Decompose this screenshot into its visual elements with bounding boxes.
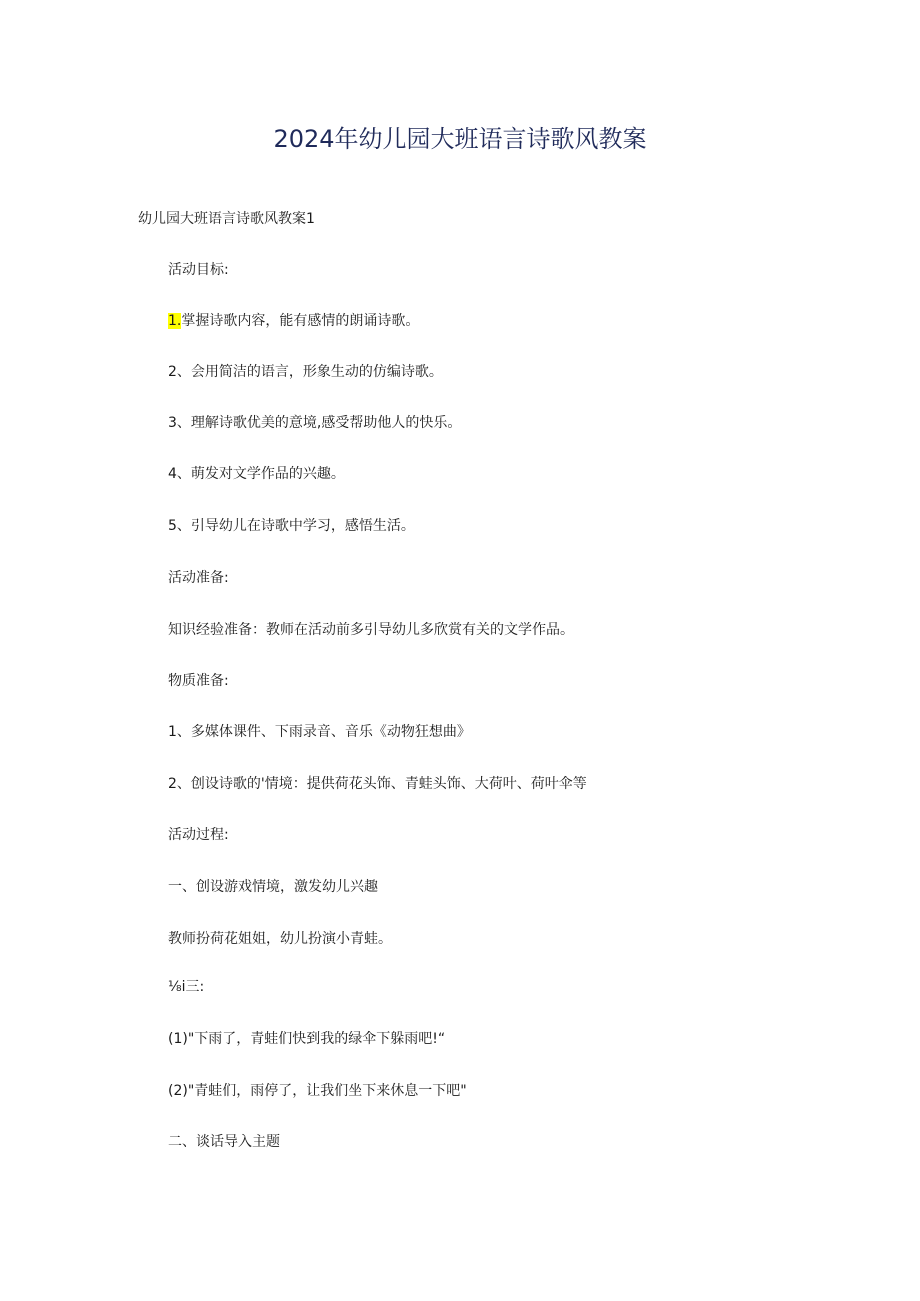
document-title: 2024年幼儿园大班语言诗歌风教案 (273, 125, 647, 153)
material-heading: 物质准备: (168, 673, 229, 689)
highlighted-number: 1. (168, 313, 182, 329)
step-1-heading: 一、创设游戏情境，激发幼儿兴趣 (168, 879, 378, 895)
step-1-description: 教师扮荷花姐姐，幼儿扮演小青蛙。 (168, 931, 392, 947)
goal-item-4: 4、萌发对文学作品的兴趣。 (168, 466, 345, 482)
quote-1: (1)"下雨了，青蛙们快到我的绿伞下躲雨吧!“ (168, 1031, 446, 1047)
goal-item-3: 3、理解诗歌优美的意境,感受帮助他人的快乐。 (168, 415, 462, 431)
goal-item-1-text: 掌握诗歌内容，能有感情的朗诵诗歌。 (181, 313, 420, 329)
material-item-2: 2、创设诗歌的'情境：提供荷花头饰、青蛙头饰、大荷叶、荷叶伞等 (168, 776, 587, 792)
goals-heading: 活动目标: (168, 262, 229, 278)
goal-item-1 (168, 311, 419, 331)
process-heading: 活动过程: (168, 827, 229, 843)
prep-heading: 活动准备: (168, 570, 229, 586)
goal-item-5: 5、引导幼儿在诗歌中学习，感悟生活。 (168, 518, 415, 534)
garbled-label: ⅛i三: (168, 979, 205, 995)
step-2-heading: 二、谈话导入主题 (168, 1134, 280, 1150)
goal-item-2: 2、会用简洁的语言，形象生动的仿编诗歌。 (168, 364, 443, 380)
knowledge-prep: 知识经验准备：教师在活动前多引导幼儿多欣赏有关的文学作品。 (168, 622, 574, 638)
lesson-subtitle: 幼儿园大班语言诗歌风教案1 (138, 211, 315, 227)
material-item-1: 1、多媒体课件、下雨录音、音乐《动物狂想曲》 (168, 724, 471, 740)
quote-2: (2)"青蛙们，雨停了，让我们坐下来休息一下吧" (168, 1083, 467, 1099)
